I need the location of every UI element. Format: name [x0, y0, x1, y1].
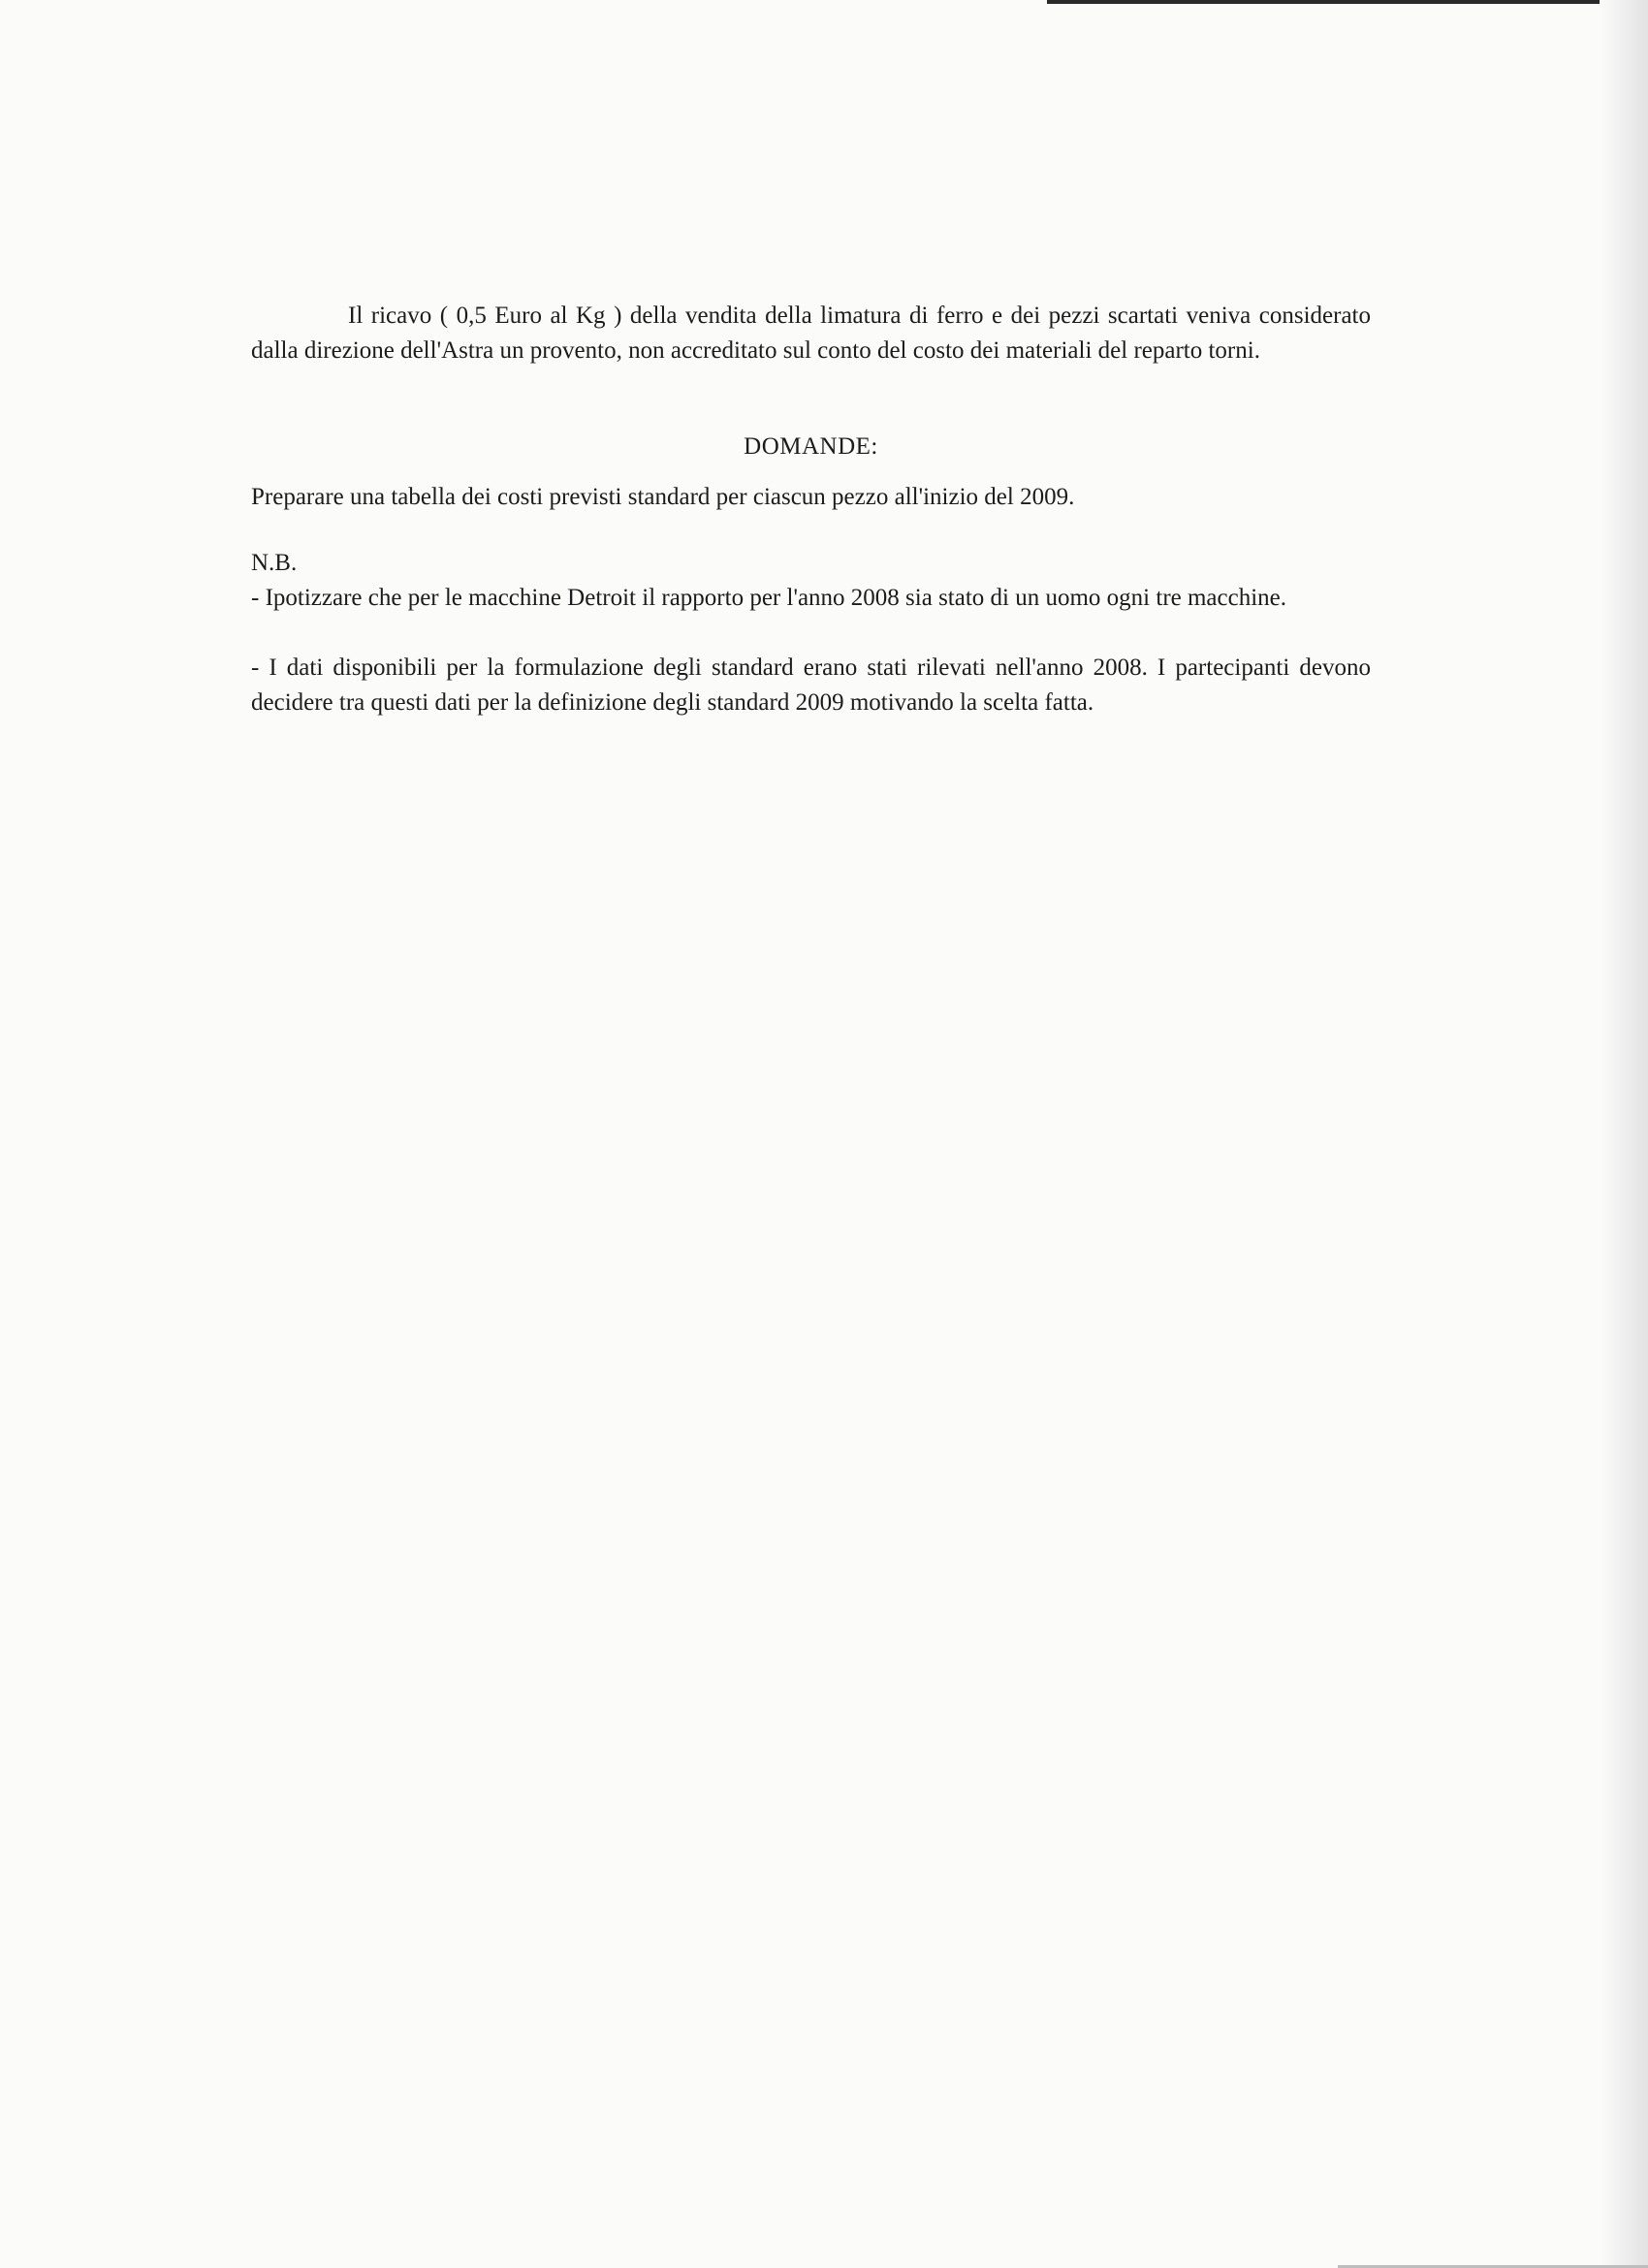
nb-label: N.B.: [251, 550, 298, 576]
question-paragraph: Preparare una tabella dei costi previsti standard per ciascun pezzo all'inizio del 2009.: [251, 484, 1075, 510]
document-body: [251, 299, 1371, 720]
section-heading: DOMANDE:: [744, 433, 878, 460]
scan-edge-top: [1047, 0, 1648, 4]
scan-edge-right: [1600, 0, 1648, 2268]
note-item: - I dati disponibili per la formulazione degli standard erano stati rilevati nell'anno 2008. I partecipanti devono decidere tra questi dati per la definizione degli standard 2009 motivando la scelta fatta.: [251, 655, 1371, 716]
note-item: - Ipotizzare che per le macchine Detroit il rapporto per l'anno 2008 sia stato di un uomo ogni tre macchine.: [251, 585, 1287, 611]
intro-paragraph: Il ricavo ( 0,5 Euro al Kg ) della vendita della limatura di ferro e dei pezzi scartati veniva considerato dalla direzione dell'Astra un provento, non accreditato sul conto del costo dei materiali del reparto torni.: [251, 303, 1371, 364]
